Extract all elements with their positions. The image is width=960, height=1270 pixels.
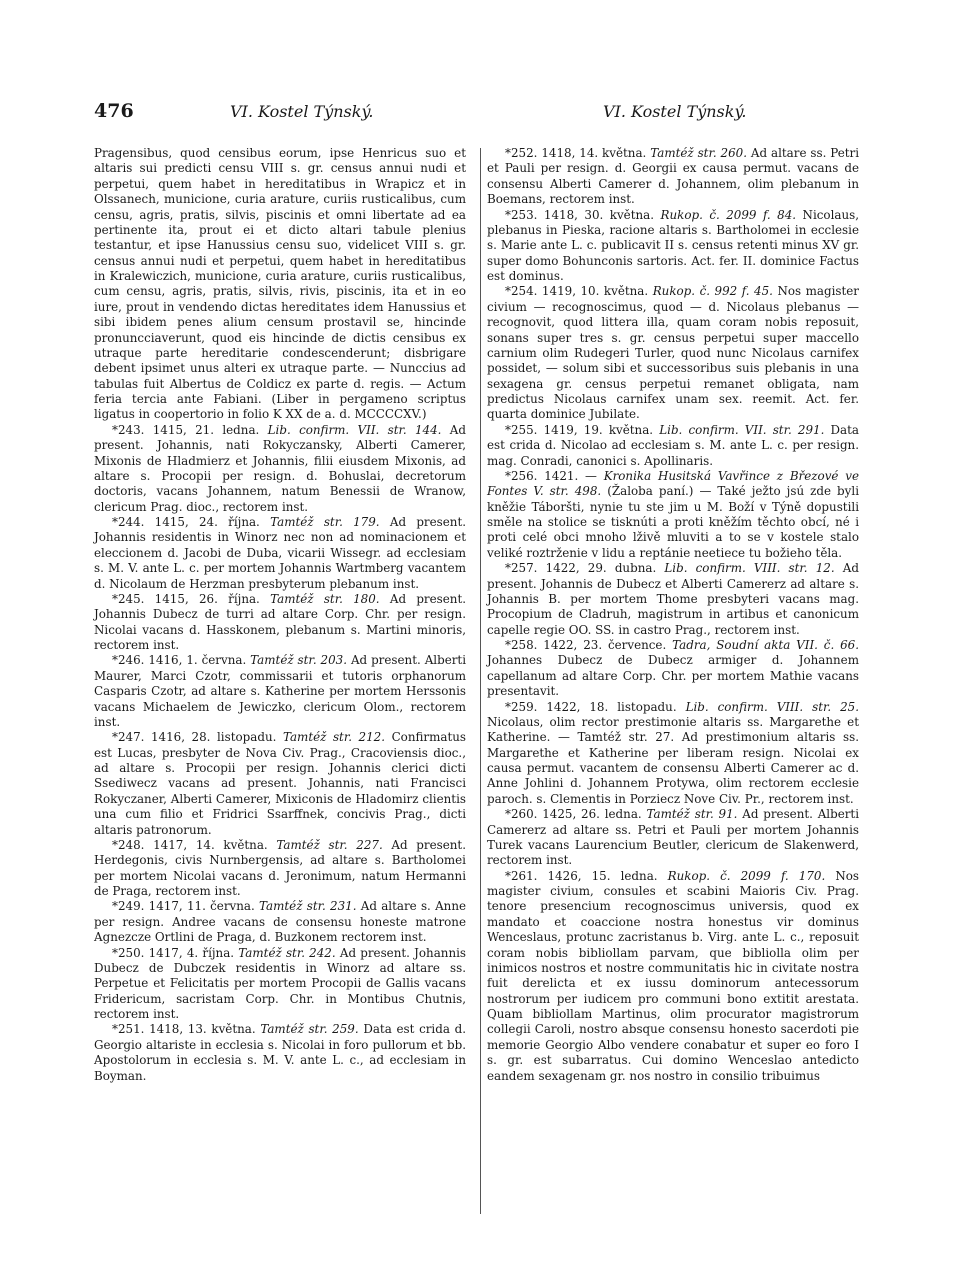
entry [487, 700, 859, 808]
entry-source: Lib. confirm. VIII. str. 25. [685, 699, 859, 714]
entry-source: Tamtéž str. 180. [270, 591, 380, 606]
entry-number: *244. 1415, 24. října. [112, 515, 260, 529]
left-column [94, 146, 466, 1084]
entry-text: Ad present. Alberti Camererz ad altare ss. Petri et Pauli per mortem Johannis Turek vacans Laurencium Beutler, clericum de Slakenwerd, rectorem inst. [487, 807, 860, 868]
entry-source: Tamtéž str. 259. [260, 1022, 359, 1037]
entry-number: *245. 1415, 26. října. [112, 591, 260, 606]
entry-number: *247. 1416, 28. listopadu. [112, 730, 277, 745]
entry-source: Rukop. č. 2099 f. 170. [667, 868, 826, 883]
entry-number: *250. 1417, 4. října. [112, 945, 235, 960]
running-head-left: VI. Kostel Týnský. [230, 102, 374, 121]
entry-number: *248. 1417, 14. května. [112, 837, 268, 852]
entry-text: Nos magister civium, consules et scabini Maioris Civ. Prag. tenore presencium recognoscimus universis, quod ex mandato et coaccione nostra honestus vir dominus Wenceslaus, protunc zacristanus b. Virg. ante L. c., reposuit coram nobis bibliollam parvam, que bibliolla olim per inimicos nostros et nostre communitatis hic in civitate nostra fuit derelicta et ex iussu dominorum antecessorum nostrorum per iudicem pro communi bono extitit arestata. Quam bibliollam Martinus, olim procurator magistrorum collegii Caroli, nostro absque consensu honesto sacerdoti pie memorie Georgio Albo vendere conabatur et super eo foro I s. gr. est subarratus. Cui domino Wenceslao antedicto eandem sexagenam gr. nos nostro in consilio tribuimus [487, 868, 859, 1083]
entry [487, 284, 859, 422]
entry-number: *257. 1422, 29. dubna. [505, 561, 657, 576]
entry [487, 469, 859, 561]
entry-text: Ad present. Johannis Dubecz de turri ad altare Corp. Chr. per resign. Nicolai vacans d. Hasskonem, plebanum s. Martini minoris, rectorem inst. [94, 591, 467, 652]
entry-source: Tadra, Soudní akta VII. č. 66. [672, 638, 860, 652]
entry-text: Nos magister civium — recognoscimus, quod — d. Nicolaus plebanus — recognovit, quod littera illa, quam coram nobis reposuit, sonans super tres s. gr. census perpetui super maccello carnium olim Rudegeri Turler, quod nunc Nicolaus carnifex possidet, — solum sibi et successoribus suis plebanis in una sexagena gr. census perpetui remanet obligata, nam predictus Nicolaus carnifex unam sex. reemit. Act. fer. quarta dominice Jubilate. [487, 284, 859, 422]
entry-text: Pragensibus, quod censibus eorum, ipse Henricus suo et altaris sui predicti censu VIII s. gr. census annui nudi et perpetui, quem habet in hereditatibus in Wrapicz et in Olssanech, municione, curia arature, curiis rusticalibus, cum censu, agris, pratis, silvis, piscinis et omni libertate ad ea pertinente ita, prout ei et dicto altari tabule plenius testantur, et ipse Hanussius censu suo, videlicet VIII s. gr. census annui nudi et perpetui, quem habet in hereditatibus in Kralewiczich, municione, curia arature, curiis rusticalibus, cum censu, agris, pratis, silvis, rivis, piscinis, ita et in eo iure, prout in vendendo dictas hereditates idem Hanussius et sibi ibidem penes alium censum prostavil se, hincinde pronuncciaverunt, quod eis hincinde de dictis censibus ex utraque parte hereditarie condescenderunt; disbrigare debent ipsimet unus alteri ex utraque parte. — Nunccius ad tabulas fuit Albertus de Coldicz ex parte d. regis. — Actum feria tercia ante Fabiani. (Liber in pergameno scriptus ligatus in coopertorio in folio K XX de a. d. MCCCCXV.) [94, 146, 466, 422]
entry-source: Tamtéž str. 212. [282, 730, 386, 745]
entry [94, 730, 466, 838]
entry-number: *255. 1419, 19. května. [505, 422, 654, 437]
entry-source: Lib. confirm. VII. str. 291. [659, 422, 825, 437]
entry-source: Tamtéž str. 91. [646, 807, 738, 822]
entry-source: Lib. confirm. VIII. str. 12. [664, 561, 835, 576]
entry-source: Tamtéž str. 179. [270, 515, 380, 529]
running-head-right: VI. Kostel Týnský. [603, 102, 747, 121]
entry-text: Ad present. Alberti Maurer, Marci Czotr, commissarii et tutoris orphanorum Casparis Czotr, ad altare s. Katherine per mortem Herssonis vacans Michaelem de Jewiczko, clericum Olom., rectorem inst. [94, 653, 466, 729]
entry-number: *259. 1422, 18. listopadu. [505, 699, 677, 714]
entry-number: *249. 1417, 11. června. [112, 899, 255, 914]
entry-text: Ad altare ss. Petri et Pauli per resign. d. Georgii ex causa permut. vacans de consensu Alberti Camerer d. Johannem, olim plebanum in Boemans, rectorem inst. [487, 146, 860, 207]
entry-text: Johannes Dubecz de Dubecz armiger d. Johannem capellanum ad altare Corp. Chr. per mortem Mathie vacans presentavit. [487, 653, 859, 699]
entry [94, 146, 466, 423]
entry [94, 899, 466, 945]
column-divider [480, 148, 481, 1214]
entry [487, 146, 859, 208]
entry-number: *258. 1422, 23. července. [505, 638, 667, 652]
entry [94, 653, 466, 730]
entry-number: *254. 1419, 10. května. [505, 284, 649, 299]
entry-source: Tamtéž str. 231. [259, 899, 357, 914]
entry [487, 561, 859, 638]
page-header [0, 100, 960, 130]
entry-source: Tamtéž str. 242. [238, 945, 336, 960]
entry-text: Ad present. Herdegonis, civis Nurnbergensis, ad altare s. Bartholomei per mortem Nicolai vacans d. Jeronimum, natum Hermanni de Praga, rectorem inst. [94, 837, 466, 898]
entry-source: Tamtéž str. 203. [250, 653, 347, 668]
entry [94, 946, 466, 1023]
entry-source: Tamtéž str. 260. [650, 146, 747, 160]
entry-text: Ad present. Johannis, nati Rokyczansky, Alberti Camerer, Mixonis de Hladmierz et Johannis, filii eiusdem Mixonis, ad altare s. Procopii per resign. d. Bohuslai, decretorum doctoris, vacans Johannem, natum Benessii de Wranow, clericum Prag. dioc., rectorem inst. [94, 422, 466, 514]
entry-text: Nicolaus, olim rector prestimonie altaris ss. Margarethe et Katherine. — Tamtéž str. 27. Ad prestimonium altaris ss. Margarethe et Katherine per liberam resign. Nicolai ex causa permut. vacantem de consensu Alberti Camerer ac d. Anne Johlini d. Johannem Protywa, olim rectorem ecclesie paroch. s. Clementis in Porziecz Nove Civ. Pr., rectorem inst. [487, 714, 859, 806]
entry [94, 838, 466, 900]
entry-text: Ad present. Johannis de Dubecz et Alberti Camererz ad altare s. Johannis B. per mortem Thome presbyteri vacans mag. Procopium de Cladruh, magistrum in artibus et canonicum capelle regie OO. SS. in castro Prag., rectorem inst. [487, 561, 859, 637]
entry-text: Data est crida d. Georgio altariste in ecclesia s. Nicolai in foro pullorum et bb. Apostolorum in ecclesia s. M. V. ante L. c., ad ecclesiam in Boyman. [94, 1022, 466, 1083]
entry [94, 423, 466, 515]
entry-text: Ad present. Johannis residentis in Winorz nec non ad nominacionem et eleccionem d. Jacobi de Duba, vicarii Wissegr. ad ecclesiam s. M. V. ante L. c. per mortem Johannis Wartmberg vacantem d. Nicolaum de Herzman presbyterum plebanum inst. [94, 515, 467, 591]
entry-source: Rukop. č. 2099 f. 84. [660, 207, 797, 222]
entry-number: *253. 1418, 30. května. [505, 207, 655, 222]
entry-source: Tamtéž str. 227. [276, 837, 383, 852]
entry [94, 1022, 466, 1084]
page-number: 476 [94, 100, 134, 122]
entry [487, 807, 859, 869]
entry-text: Ad present. Johannis Dubecz de Dubczek residentis in Winorz ad altare ss. Perpetue et Felicitatis per mortem Procopii de Gallis vacans Fridericum, sacristam Corp. Chr. in Montibus Chutnis, rectorem inst. [94, 945, 467, 1021]
entry-source: Lib. confirm. VII. str. 144. [267, 422, 442, 437]
entry-number: *252. 1418, 14. května. [505, 146, 647, 160]
entry-text: Data est crida d. Nicolao ad ecclesiam s. M. ante L. c. per resign. mag. Conradi, canonici s. Apollinaris. [487, 422, 860, 468]
entry [487, 869, 859, 1084]
entry-source: Rukop. č. 992 f. 45. [652, 284, 773, 299]
right-column [487, 146, 859, 1084]
entry-text: Confirmatus est Lucas, presbyter de Nova Civ. Prag., Cracoviensis dioc., ad altare s. Procopii per resign. Johannis clerici dicti Ssediwecz vacans ad present. Johannis, nati Francisci Rokyczaner, Alberti Camerer, Mixiconis de Hladomirz clientis una cum filio et Fridrici Ssarffnek, concivis Prag., dicti altaris patronorum. [94, 730, 466, 837]
entry [487, 638, 859, 700]
entry-number: *251. 1418, 13. května. [112, 1022, 256, 1037]
entry-number: *256. 1421. — [505, 468, 597, 483]
entry [94, 592, 466, 654]
entry-number: *246. 1416, 1. června. [112, 653, 247, 668]
entry [487, 423, 859, 469]
entry-number: *243. 1415, 21. ledna. [112, 422, 260, 437]
entry-text: (Žaloba paní.) — Také ježto jsú zde byli kněžie Táboršti, nynie tu ste jim u M. Boží v Týně dopustili směle na stolice se tisknúti a proti kněžím těchto obcí, né i proti celé obci mnoho lživě mluviti a to se v kostele stalo veliké roztrženie v lidu a reptánie neetiece tu božieho těla. [487, 484, 859, 560]
entry-source: Kronika Husitská Vavřince z Březové ve Fontes V. str. 498. [487, 468, 859, 499]
entry-text: Nicolaus, plebanus in Pieska, racione altaris s. Bartholomei in ecclesie s. Marie ante L. c. publicavit II s. census retenti minus XV gr. super domo Bohunconis sartoris. Act. fer. II. dominice Factus est dominus. [487, 207, 860, 283]
entry-number: *260. 1425, 26. ledna. [505, 807, 642, 822]
entry-number: *261. 1426, 15. ledna. [505, 868, 658, 883]
entry-text: Ad altare s. Anne per resign. Andree vacans de consensu honeste matrone Agnezcze Ortlini de Praga, d. Buzkonem rectorem inst. [94, 899, 467, 945]
entry [94, 515, 466, 592]
entry [487, 208, 859, 285]
